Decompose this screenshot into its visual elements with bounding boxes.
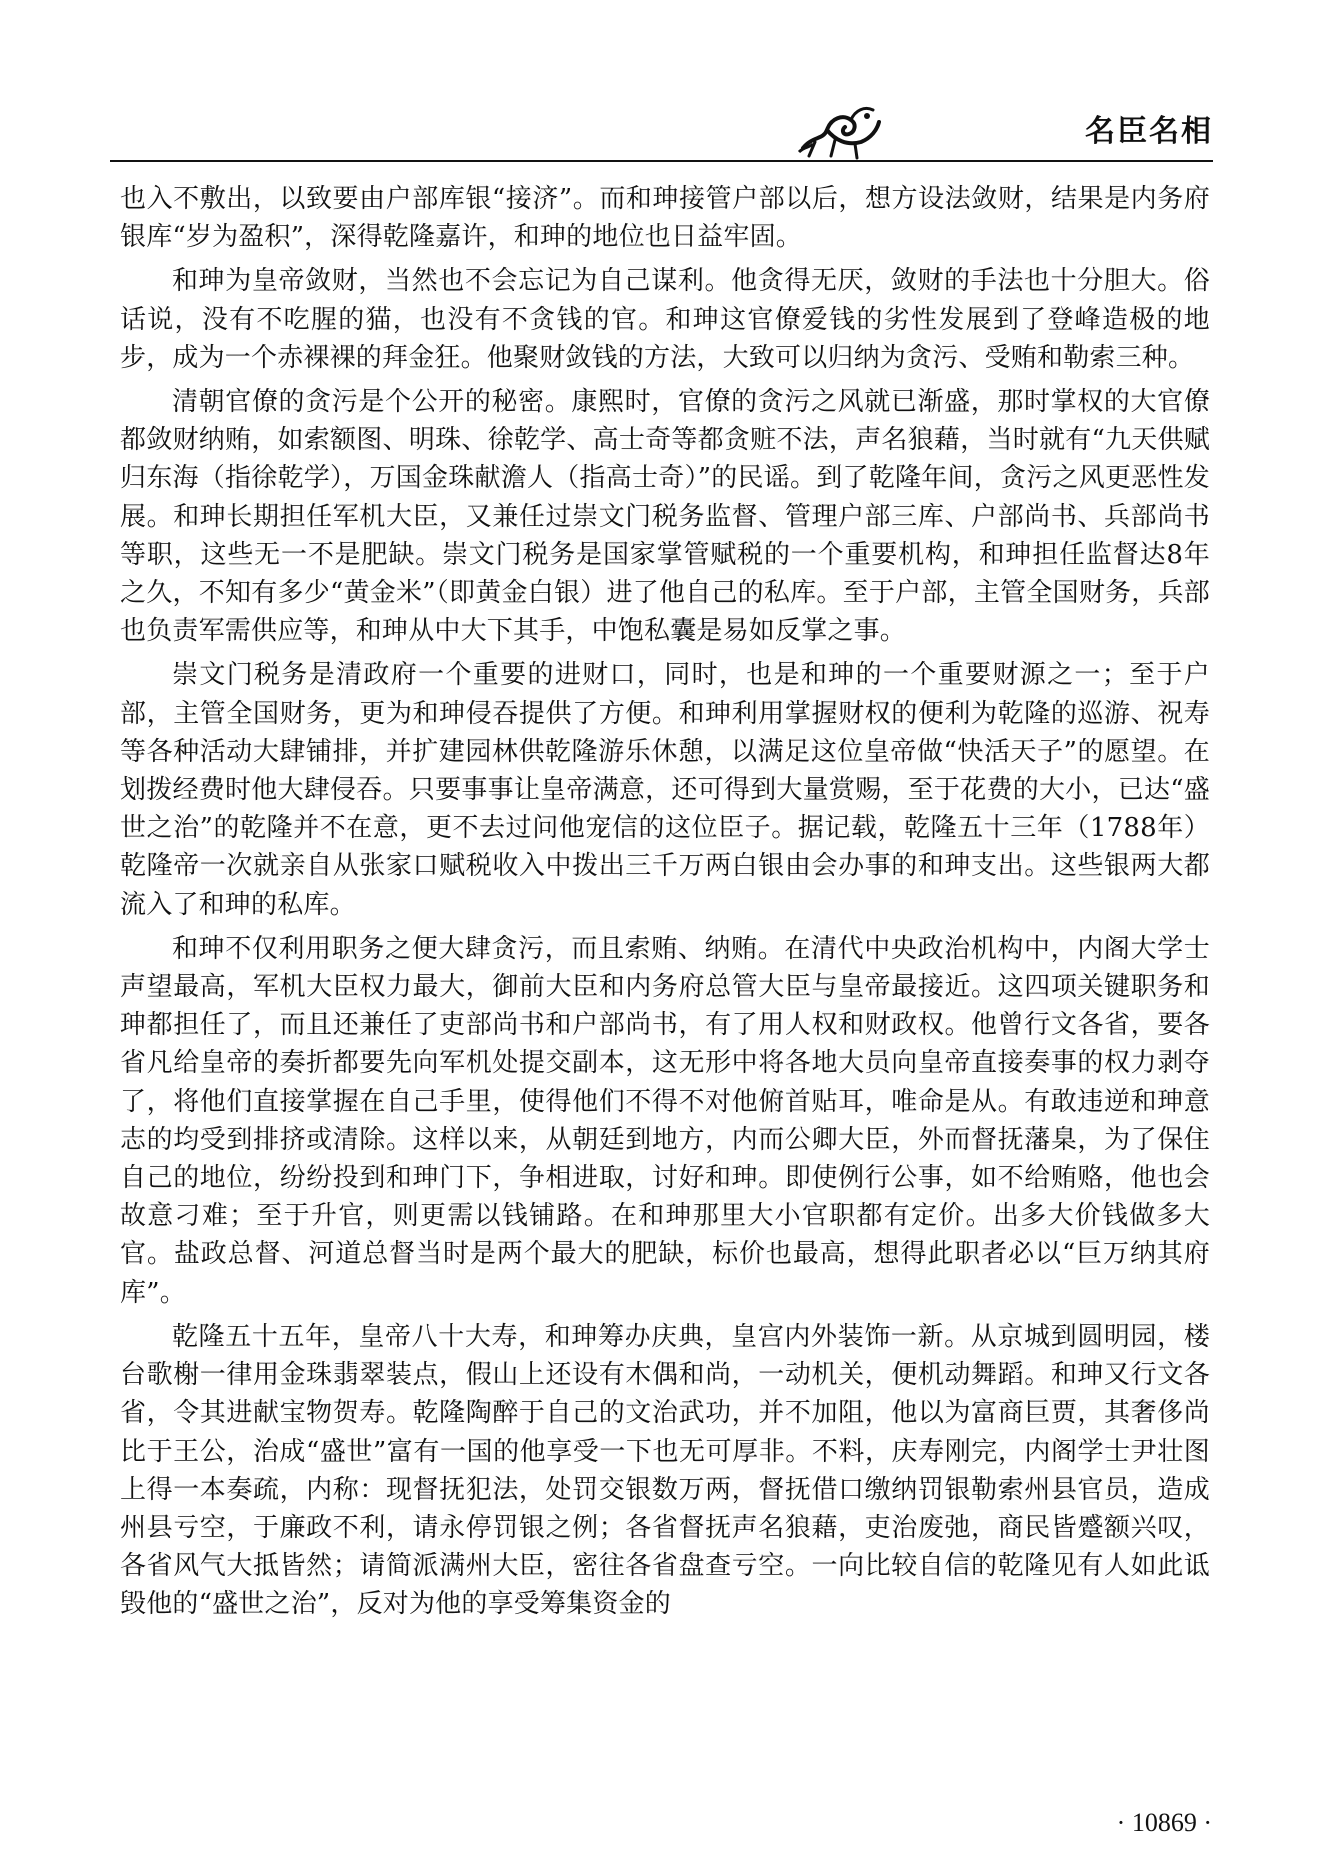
paragraph: 和珅为皇帝敛财，当然也不会忘记为自己谋利。他贪得无厌，敛财的手法也十分胆大。俗话说，没有不吃腥的猫，也没有不贪钱的官。和珅这官僚爱钱的劣性发展到了登峰造极的地步，成为一个赤裸裸的拜金狂。他聚财敛钱的方法，大致可以归纳为贪污、受贿和勒索三种。 [120,266,1210,373]
section-title: 名臣名相 [1085,114,1213,149]
paragraph: 也入不敷出，以致要由户部库银“接济”。而和珅接管户部以后，想方设法敛财，结果是内务府银库“岁为盈积”，深得乾隆嘉许，和珅的地位也日益牢固。 [120,184,1210,253]
paragraph: 和珅不仅利用职务之便大肆贪污，而且索贿、纳贿。在清代中央政治机构中，内阁大学士声望最高，军机大臣权力最大，御前大臣和内务府总管大臣与皇帝最接近。这四项关键职务和珅都担任了，而且还兼任了吏部尚书和户部尚书，有了用人权和财政权。他曾行文各省，要各省凡给皇帝的奏折都要先向军机处提交副本，这无形中将各地大员向皇帝直接奏事的权力剥夺了，将他们直接掌握在自己手里，使得他们不得不对他俯首贴耳，唯命是从。有敢违逆和珅意志的均受到排挤或清除。这样以来，从朝廷到地方，内而公卿大臣，外而督抚藩臬，为了保住自己的地位，纷纷投到和珅门下，争相进取，讨好和珅。即使例行公事，如不给贿赂，他也会故意刁难；至于升官，则更需以钱铺路。在和珅那里大小官职都有定价。出多大价钱做多大官。盐政总督、河道总督当时是两个最大的肥缺，标价也最高，想得此职者必以“巨万纳其府库”。 [120,933,1210,1308]
page-header [110,98,1213,166]
dragon-emblem-icon [795,96,885,166]
page-number: · 10869 · [1116,1808,1212,1837]
paragraph: 清朝官僚的贪污是个公开的秘密。康熙时，官僚的贪污之风就已渐盛，那时掌权的大官僚都敛财纳贿，如索额图、明珠、徐乾学、高士奇等都贪赃不法，声名狼藉，当时就有“九天供赋归东海（指徐乾学），万国金珠献澹人（指高士奇）”的民谣。到了乾隆年间，贪污之风更恶性发展。和珅长期担任军机大臣，又兼任过崇文门税务监督、管理户部三库、户部尚书、兵部尚书等职，这些无一不是肥缺。崇文门税务是国家掌管赋税的一个重要机构，和珅担任监督达8年之久，不知有多少“黄金米”（即黄金白银）进了他自己的私库。至于户部，主管全国财务，兵部也负责军需供应等，和珅从中大下其手，中饱私囊是易如反掌之事。 [120,387,1210,647]
paragraph: 乾隆五十五年，皇帝八十大寿，和珅筹办庆典，皇宫内外装饰一新。从京城到圆明园，楼台歌榭一律用金珠翡翠装点，假山上还设有木偶和尚，一动机关，便机动舞蹈。和珅又行文各省，令其进献宝物贺寿。乾隆陶醉于自己的文治武功，并不加阻，他以为富商巨贾，其奢侈尚比于王公，治成“盛世”富有一国的他享受一下也无可厚非。不料，庆寿刚完，内阁学士尹壮图上得一本奏疏，内称：现督抚犯法，处罚交银数万两，督抚借口缴纳罚银勒索州县官员，造成州县亏空，于廉政不利，请永停罚银之例；各省督抚声名狼藉，吏治废弛，商民皆蹙额兴叹，各省风气大抵皆然；请简派满州大臣，密往各省盘查亏空。一向比较自信的乾隆见有人如此诋毁他的“盛世之治”，反对为他的享受筹集资金的 [120,1321,1210,1620]
header-rule [110,160,1213,162]
paragraph: 崇文门税务是清政府一个重要的进财口，同时，也是和珅的一个重要财源之一；至于户部，主管全国财务，更为和珅侵吞提供了方便。和珅利用掌握财权的便利为乾隆的巡游、祝寿等各种活动大肆铺排，并扩建园林供乾隆游乐休憩，以满足这位皇帝做“快活天子”的愿望。在划拨经费时他大肆侵吞。只要事事让皇帝满意，还可得到大量赏赐，至于花费的大小，已达“盛世之治”的乾隆并不在意，更不去过问他宠信的这位臣子。据记载，乾隆五十三年（1788年）乾隆帝一次就亲自从张家口赋税收入中拨出三千万两白银由会办事的和珅支出。这些银两大都流入了和珅的私库。 [120,660,1210,920]
article-body [120,180,1210,1630]
